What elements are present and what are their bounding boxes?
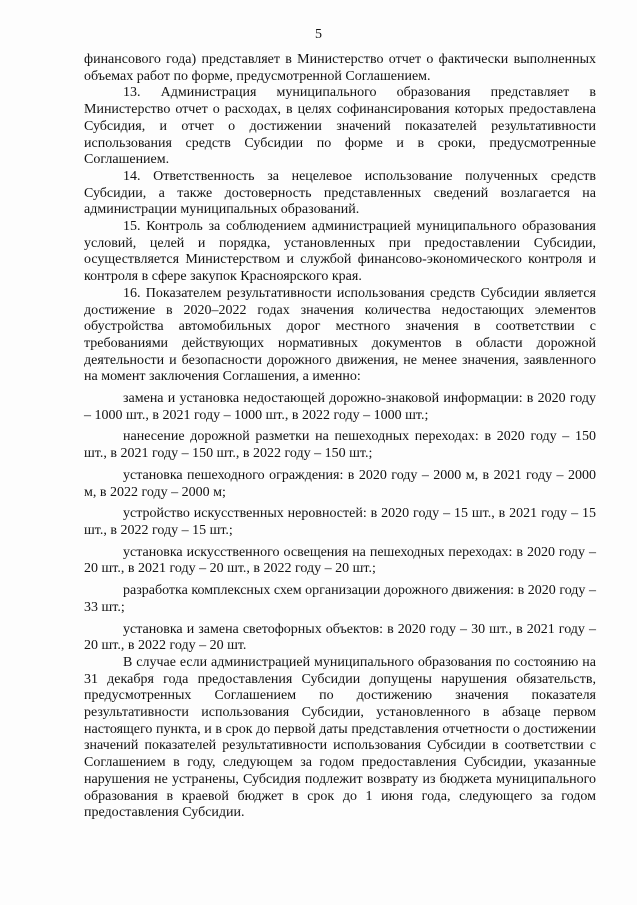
page-number: 5: [315, 27, 322, 42]
paragraph-item-15: 15. Контроль за соблюдением администрацией муниципального образования условий, целей и порядка, установленных при предоставлении Субсидии, осуществляется Министерством и службой финансово-экономического контроля и контроля в сфере закупок Красноярского края.: [84, 219, 596, 285]
paragraph-item-14: 14. Ответственность за нецелевое использование полученных средств Субсидии, а также достоверность представленных сведений возлагается на администрации муниципальных образований.: [84, 168, 596, 218]
paragraph-subsidy-return: В случае если администрацией муниципального образования по состоянию на 31 декабря года предоставления Субсидии допущены нарушения обязательств, предусмотренных Соглашением по достижению значения показателя результативности использования Субсидии, установленного в абзаце первом настоящего пункта, и в срок до первой даты представления отчетности о достижении значений показателей результативности использования Субсидии в соответствии с Соглашением в году, следующем за годом предоставления Субсидии, указанные нарушения не устранены, Субсидия подлежит возврату из бюджета муниципального образования в краевой бюджет в срок до 1 июня года, следующего за годом предоставления Субсидии.: [84, 654, 596, 821]
document-body: [84, 52, 596, 822]
paragraph-item-16: 16. Показателем результативности использования средств Субсидии является достижение в 2020–2022 годах значения количества недостающих элементов обустройства автомобильных дорог местного значения в соответствии с требованиями действующих нормативных документов в области дорожной деятельности и безопасности дорожного движения, не менее значения, заявленного на момент заключения Соглашения, а именно:: [84, 285, 596, 385]
paragraph-continuation: финансового года) представляет в Министерство отчет о фактически выполненных объемах работ по форме, предусмотренной Соглашением.: [84, 52, 596, 84]
list-item-crossing-lighting: установка искусственного освещения на пешеходных переходах: в 2020 году – 20 шт., в 2021 году – 20 шт., в 2022 году – 20 шт.;: [84, 544, 596, 577]
list-item-speed-bumps: устройство искусственных неровностей: в 2020 году – 15 шт., в 2021 году – 15 шт., в 2022 году – 15 шт.;: [84, 506, 596, 538]
list-item-road-signs: замена и установка недостающей дорожно-знаковой информации: в 2020 году – 1000 шт., в 2021 году – 1000 шт., в 2022 году – 1000 шт.;: [84, 391, 596, 423]
list-item-traffic-lights: установка и замена светофорных объектов: в 2020 году – 30 шт., в 2021 году – 20 шт., в 2022 году – 20 шт.: [84, 621, 596, 654]
list-item-road-marking: нанесение дорожной разметки на пешеходных переходах: в 2020 году – 150 шт., в 2021 году – 150 шт., в 2022 году – 150 шт.;: [84, 429, 596, 462]
list-item-pedestrian-fence: установка пешеходного ограждения: в 2020 году – 2000 м, в 2021 году – 2000 м, в 2022 году – 2000 м;: [84, 467, 596, 500]
paragraph-item-13: 13. Администрация муниципального образования представляет в Министерство отчет о расходах, в целях софинансирования которых предоставлена Субсидия, и отчет о достижении значений показателей результативности использования средств Субсидии по форме и в сроки, предусмотренные Соглашением.: [84, 85, 596, 168]
list-item-traffic-schemes: разработка комплексных схем организации дорожного движения: в 2020 году – 33 шт.;: [84, 583, 596, 615]
